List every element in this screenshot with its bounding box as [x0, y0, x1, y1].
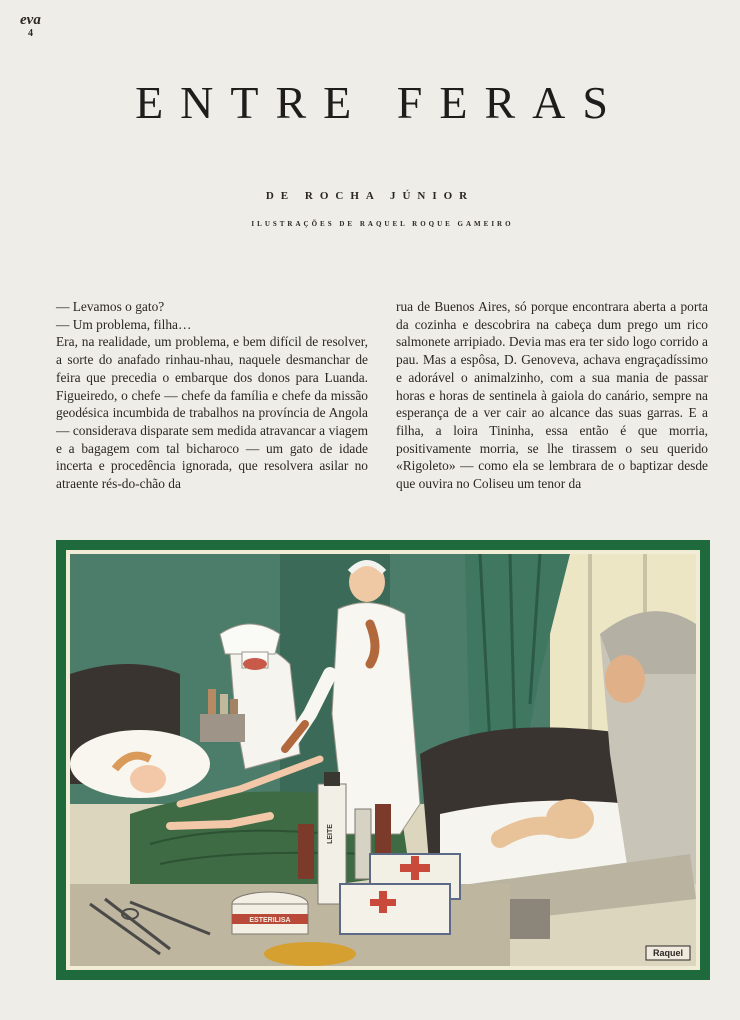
illustration-frame: [56, 540, 710, 980]
text-column-left: [56, 298, 368, 493]
illustrations-credit: ILUSTRAÇÕES DE RAQUEL ROQUE GAMEIRO: [251, 220, 514, 228]
page-tag: [20, 12, 41, 40]
page-number: 4: [28, 28, 33, 39]
jar-label: ESTERILISA: [249, 917, 291, 924]
paragraph: Era, na realidade, um problema, e bem difícil de resolver, a sorte do anafado rinhau-nhau, naquele desmanchar de feira que precedia o embarque dos donos para Luanda. Figueiredo, o chefe — chefe da família e chefe da missão geodésica incumbida de trabalhos na província de Angola — considerava disparate sem medida atravancar a viagem e a bagagem com tal bicharoco — um gato de idade incerta e procedência ignorada, que resolvera asilar no atraente rés-do-chão da: [56, 334, 368, 492]
illustrator-signature: Raquel: [652, 948, 684, 958]
illustration-svg: [70, 554, 696, 966]
article-byline: DE ROCHA JÚNIOR: [265, 190, 475, 202]
text-column-right: [396, 298, 708, 493]
magazine-name: eva: [20, 12, 41, 28]
patient-face: [130, 765, 166, 793]
bottle-label: LEITE: [327, 824, 334, 844]
paragraph: rua de Buenos Aires, só porque encontrara aberta a porta da cozinha e descobrira na cabeça dum prego um rico salmonete arripiado. Devia mas era ter sido logo corrido a pau. Mas a espôsa, D. Genoveva, achava engraçadíssimo e adorável o animalzinho, com a sua mania de passar horas e horas de sentinela à gaiola do canário, sempre na esperança de a ver cair ao alcance das suas garras. E a filha, a loira Tininha, essa então é que morria, positivamente morria, se lhe tirassem o seu querido «Rigoleto» — como ela se lembrara de o baptizar desde que ouvira no Coliseu um tenor da: [396, 299, 708, 492]
illustration: [66, 550, 700, 970]
paragraph: — Levamos o gato?: [56, 299, 165, 314]
paragraph: — Um problema, filha…: [56, 316, 192, 332]
article-title: ENTRE FERAS: [135, 77, 625, 128]
tin: [264, 942, 356, 966]
